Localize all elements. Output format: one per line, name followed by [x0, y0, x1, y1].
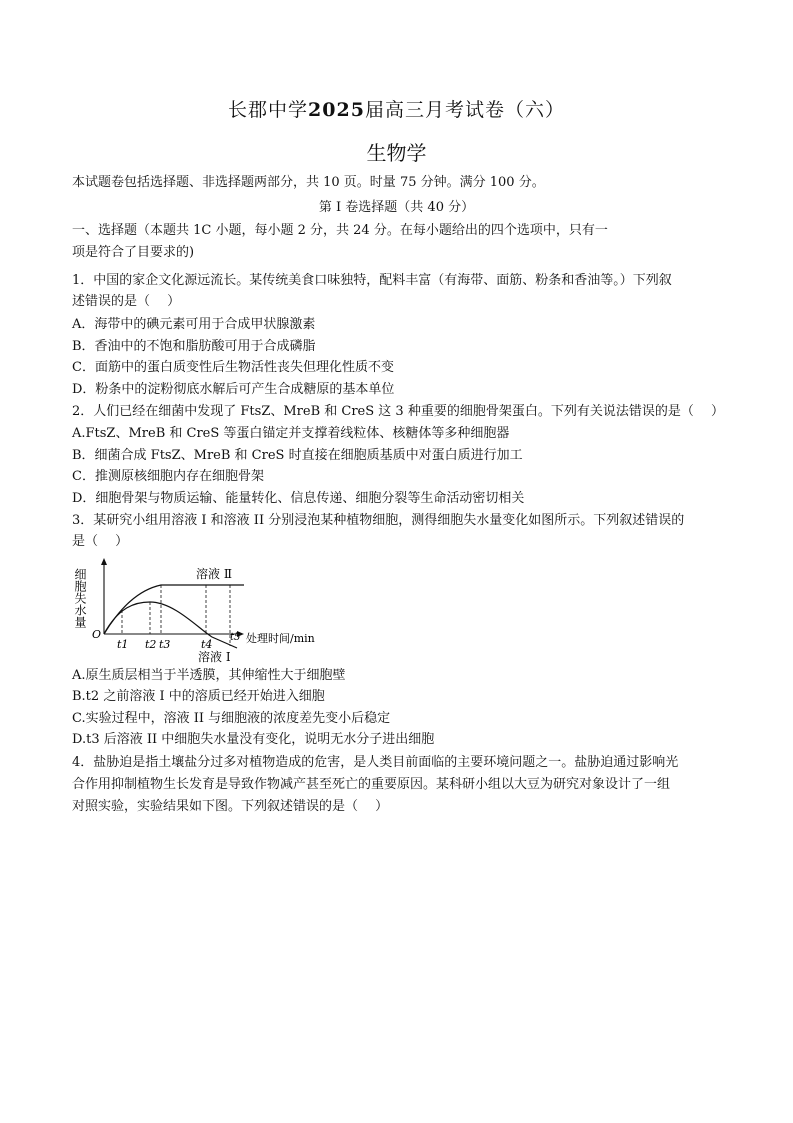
q1-option-c: C．面筋中的蛋白质变性后生物活性丧失但理化性质不变 — [72, 360, 394, 375]
tick-t1: t1 — [117, 638, 129, 651]
q3-option-c: C.实验过程中，溶液 II 与细胞液的浓度差先变小后稳定 — [72, 711, 391, 726]
tick-t2: t2 — [145, 638, 157, 651]
section-heading: 第 I 卷选择题（共 40 分） — [318, 200, 475, 215]
water-loss-chart-svg — [72, 558, 334, 666]
chart-origin: O — [92, 628, 102, 641]
q4-stem-line1: 4．盐胁迫是指土壤盐分过多对植物造成的危害，是人类目前面临的主要环境问题之一。盐胁迫通过影响光 — [72, 755, 679, 770]
q3-stem-line1: 3．某研究小组用溶液 I 和溶液 II 分别浸泡某种植物细胞，测得细胞失水量变化如图所示。下列叙述错误的 — [72, 513, 685, 528]
q1-option-d: D．粉条中的淀粉彻底水解后可产生合成糖原的基本单位 — [72, 382, 395, 397]
q2-option-b: B．细菌合成 FtsZ、MreB 和 CreS 时直接在细胞质基质中对蛋白质进行加工 — [72, 448, 523, 463]
q2-stem: 2．人们已经在细菌中发现了 FtsZ、MreB 和 CreS 这 3 种重要的细胞骨架蛋白。下列有关说法错误的是（ ） — [72, 404, 724, 419]
exam-intro: 本试题卷包括选择题、非选择题两部分，共 10 页。时量 75 分钟。满分 100 分。 — [72, 175, 545, 190]
q1-option-a: A．海带中的碘元素可用于合成甲状腺激素 — [72, 317, 316, 332]
q3-stem-line2: 是（ ） — [72, 534, 129, 549]
tick-t4: t4 — [201, 638, 213, 651]
q1-option-b: B．香油中的不饱和脂肪酸可用于合成磷脂 — [72, 339, 316, 354]
q2-option-a: A.FtsZ、MreB 和 CreS 等蛋白锚定并支撑着线粒体、核糖体等多种细胞器 — [72, 426, 510, 441]
y-axis-arrow — [101, 558, 107, 565]
q3-option-a: A.原生质层相当于半透膜，其伸缩性大于细胞壁 — [72, 668, 346, 683]
part1-instructions-line2: 项是符合了目要求的) — [72, 245, 195, 260]
tick-t5: t5 — [230, 632, 241, 643]
q1-stem-line1: 1．中国的家企文化源远流长。某传统美食口味独特，配料丰富（有海带、面筋、粉条和香油等。）下列叙 — [72, 273, 672, 288]
q4-stem-line2: 合作用抑制植物生长发育是导致作物减产甚至死亡的重要原因。某科研小组以大豆为研究对象设计了一组 — [72, 777, 671, 792]
label-solution-2: 溶液 Ⅱ — [196, 567, 232, 581]
q2-option-c: C．推测原核细胞内存在细胞骨架 — [72, 469, 264, 484]
q3-option-b: B.t2 之前溶液 I 中的溶质已经开始进入细胞 — [72, 689, 325, 704]
water-loss-chart — [72, 558, 334, 666]
chart-xlabel: 处理时间/min — [246, 632, 315, 645]
q4-stem-line3: 对照实验，实验结果如下图。下列叙述错误的是（ ） — [72, 799, 389, 814]
exam-title: 长郡中学2025届高三月考试卷（六） — [228, 99, 565, 121]
series-solution-2-curve — [104, 585, 206, 634]
label-solution-1: 溶液 Ⅰ — [198, 650, 231, 664]
part1-instructions-line1: 一、选择题（本题共 1C 小题，每小题 2 分，共 24 分。在每小题给出的四个选项中，只有一 — [72, 223, 608, 238]
chart-ylabel: 细胞失水量 — [73, 568, 87, 628]
tick-t3: t3 — [159, 638, 171, 651]
q3-option-d: D.t3 后溶液 II 中细胞失水量没有变化，说明无水分子进出细胞 — [72, 732, 435, 747]
q1-stem-line2: 述错误的是（ ） — [72, 294, 181, 309]
q2-option-d: D．细胞骨架与物质运输、能量转化、信息传递、细胞分裂等生命活动密切相关 — [72, 491, 525, 506]
subject-title: 生物学 — [366, 141, 427, 165]
